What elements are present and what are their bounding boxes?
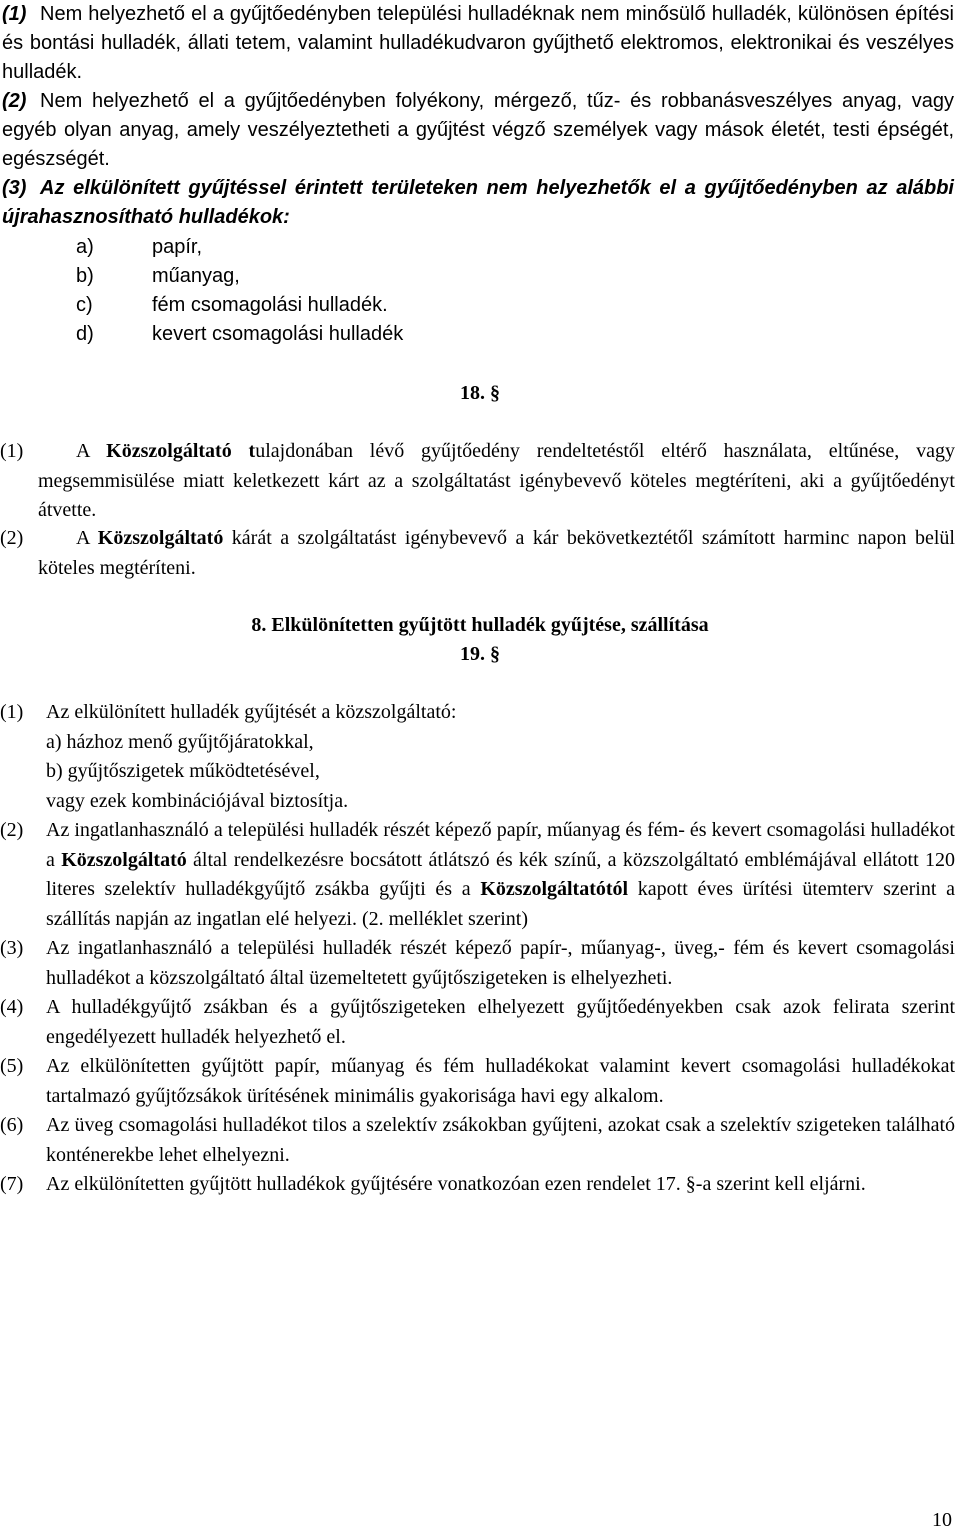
- paragraph-number: (4): [0, 996, 24, 1018]
- sec19-paragraph-3: (3) Az ingatlanhasználó a települési hulladék részét képező papír-, műanyag-, üveg,- fém és kevert csomagolási hulladékot a közszolgáltató által üzemeltetett gyűjtőszigeteken is elhelyezheti.: [0, 934, 955, 993]
- sec18-paragraph-2: (2) A Közszolgáltató kárát a szolgáltatást igénybevevő a kár bekövetkeztétől számított harminc napon belül köteles megtéríteni.: [0, 524, 955, 583]
- paragraph-number: (7): [0, 1173, 24, 1195]
- paragraph-number: (6): [0, 1114, 24, 1136]
- paragraph-number: (1): [0, 701, 24, 723]
- sec19-paragraph-7: (7) Az elkülönítetten gyűjtött hulladékok gyűjtésére vonatkozóan ezen rendelet 17. §-a szerint kell eljárni.: [0, 1170, 955, 1200]
- sec17-paragraph-2: [2, 87, 954, 174]
- document-page: (1) Nem helyezhető el a gyűjtőedényben települési hulladéknak nem minősülő hulladék, különösen építési és bontási hulladék, állati tetem, valamint hulladékudvaron gyűjthető elektromos, elektronikai és veszélyes hulladék. (2) Nem helyezhető el a gyűjtőedényben folyékony, mérgező, tűz- és robbanásveszélyes anyag, vagy egyéb olyan anyag, amely veszélyeztetheti a gyűjtést végző személyek vagy mások életét, testi épségét, egészségét. (3) Az elkülönített gyűjtéssel érintett területeken nem helyezhetők el a gyűjtőedényben az alábbi újrahasznosítható hulladékok: a) papír, b) műanyag, c) fém csomagolási hulladék. d) kevert csomagolási hulladék 18. § (1) A Közszolgáltató tulajdonában lévő gyűjtőedény rendeltetéstől eltérő használata, eltűnése, vagy megsemmisülése miatt keletkezett kárt az a szolgáltatást igénybevevő köteles megtéríteni, aki a gyűjtőedényt átvette. (2) A Közszolgáltató kárát a szolgáltatást igénybevevő a kár bekövetkeztétől számított harminc napon belül köteles megtéríteni. 8. Elkülönítetten gyűjtött hulladék gyűjtése, szállítása 19. § (1) Az elkülönített hulladék gyűjtését a közszolgáltató: a) házhoz menő gyűjtőjáratokkal, b) gyűjtőszigetek működtetésével, vagy ezek kombinációjával biztosítja. (2) Az ingatlanhasználó a települési hulladék részét képező papír, műanyag és fém- és kevert csomagolási hulladékot a Közszolgáltató által rendelkezésre bocsátott átlátszó és kék színű, a közszolgáltató emblémájával ellátott 120 literes szelektív hulladékgyűjtő zsákba gyűjti és a Közszolgáltatótól kapott éves ürítési ütemterv szerint a szállítás napján az ingatlan elé helyezi. (2. melléklet szerint) (3) Az ingatlanhasználó a települési hulladék részét képező papír-, műanyag-, üveg,- fém és kevert csomagolási hulladékot a közszolgáltató által üzemeltetett gyűjtőszigeteken is elhelyezheti. (4) A hulladékgyűjtő zsákban és a gyűjtőszigeteken elhelyezett gyűjtőedényekben csak azok felirata szerint engedélyezett hulladék helyezhető el. (5) Az elkülönítetten gyűjtött papír, műanyag és fém hulladékokat valamint kevert csomagolási hulladékokat tartalmazó gyűjtőzsákok ürítésének minimális gyakorisága havi egy alkalom. (6) Az üveg csomagolási hulladékot tilos a szelektív zsákokban gyűjteni, azokat csak a szelektív szigeteken található konténerekbe lehet elhelyezni. (7) Az elkülönítetten gyűjtött hulladékok gyűjtésére vonatkozóan ezen rendelet 17. §-a szerint kell eljárni. 10: [0, 0, 960, 1535]
- paragraph-text: Az elkülönített gyűjtéssel érintett területeken nem helyezhetők el a gyűjtőedényben az alábbi újrahasznosítható hulladékok:: [2, 177, 954, 228]
- section-18-heading: 18. §: [460, 382, 500, 404]
- page-number: 10: [932, 1509, 952, 1531]
- sec19-paragraphs: [0, 698, 955, 1200]
- sec17-paragraph-1: [2, 0, 954, 87]
- paragraph-text: Nem helyezhető el a gyűjtőedényben folyékony, mérgező, tűz- és robbanásveszélyes anyag, vagy egyéb olyan anyag, amely veszélyeztetheti a gyűjtést végző személyek vagy mások életét, testi épségét, egészségét.: [2, 90, 954, 170]
- paragraph-number: (2): [2, 90, 27, 112]
- paragraph-text: Nem helyezhető el a gyűjtőedényben települési hulladéknak nem minősülő hulladék, különösen építési és bontási hulladék, állati tetem, valamint hulladékudvaron gyűjthető elektromos, elektronikai és veszélyes hulladék.: [2, 3, 954, 83]
- paragraph-number: (3): [0, 937, 24, 959]
- paragraph-number: (2): [0, 527, 24, 549]
- paragraph-number: (1): [2, 3, 27, 25]
- paragraph-number: (3): [2, 177, 27, 199]
- paragraph-number: (2): [0, 819, 24, 841]
- sec17-paragraph-3: [2, 174, 954, 232]
- sec19-paragraph-1: (1) Az elkülönített hulladék gyűjtését a közszolgáltató: a) házhoz menő gyűjtőjáratokkal, b) gyűjtőszigetek működtetésével, vagy ezek kombinációjával biztosítja.: [0, 698, 955, 816]
- paragraph-number: (1): [0, 440, 24, 462]
- sec19-paragraph-6: (6) Az üveg csomagolási hulladékot tilos a szelektív zsákokban gyűjteni, azokat csak a szelektív szigeteken található konténerekbe lehet elhelyezni.: [0, 1111, 955, 1170]
- section-19-heading: 19. §: [460, 643, 500, 665]
- paragraph-number: (5): [0, 1055, 24, 1077]
- chapter-8-title: 8. Elkülönítetten gyűjtött hulladék gyűjtése, szállítása: [251, 614, 709, 636]
- sec19-paragraph-4: (4) A hulladékgyűjtő zsákban és a gyűjtőszigeteken elhelyezett gyűjtőedényekben csak azok felirata szerint engedélyezett hulladék helyezhető el.: [0, 993, 955, 1052]
- sec19-paragraph-2: (2) Az ingatlanhasználó a települési hulladék részét képező papír, műanyag és fém- és kevert csomagolási hulladékot a Közszolgáltató által rendelkezésre bocsátott átlátszó és kék színű, a közszolgáltató emblémájával ellátott 120 literes szelektív hulladékgyűjtő zsákba gyűjti és a Közszolgáltatótól kapott éves ürítési ütemterv szerint a szállítás napján az ingatlan elé helyezi. (2. melléklet szerint): [0, 816, 955, 934]
- sec19-paragraph-5: (5) Az elkülönítetten gyűjtött papír, műanyag és fém hulladékokat valamint kevert csomagolási hulladékokat tartalmazó gyűjtőzsákok ürítésének minimális gyakorisága havi egy alkalom.: [0, 1052, 955, 1111]
- sec18-paragraph-1: (1) A Közszolgáltató tulajdonában lévő gyűjtőedény rendeltetéstől eltérő használata, eltűnése, vagy megsemmisülése miatt keletkezett kárt az a szolgáltatást igénybevevő köteles megtéríteni, aki a gyűjtőedényt átvette.: [0, 437, 955, 526]
